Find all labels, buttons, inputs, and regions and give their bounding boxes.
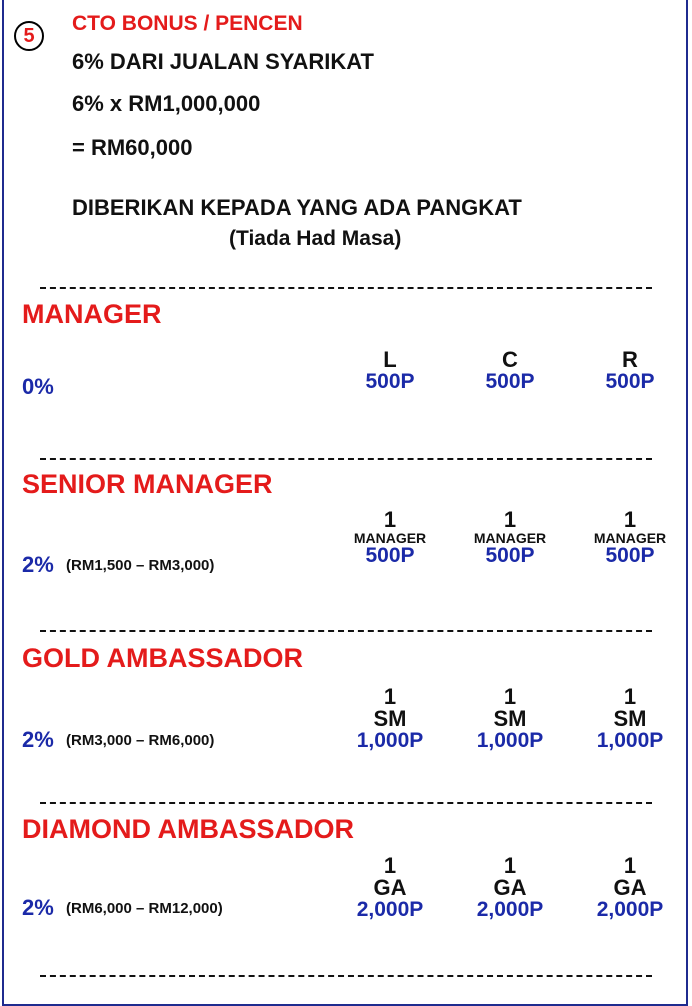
header-line-5: (Tiada Had Masa) (229, 227, 402, 250)
leg-column (570, 509, 690, 567)
leg-points: 2,000P (356, 898, 424, 921)
leg-label: C (502, 347, 518, 372)
leg-label: R (622, 347, 638, 372)
divider (40, 975, 652, 977)
header-line-2: 6% x RM1,000,000 (72, 91, 261, 116)
rank-title: MANAGER (22, 299, 162, 329)
divider (40, 802, 652, 804)
header-line-4: DIBERIKAN KEPADA YANG ADA PANGKAT (72, 195, 522, 220)
leg-points: 500P (365, 544, 415, 567)
rank-title: DIAMOND AMBASSADOR (22, 814, 354, 844)
rank-percent: 2% (22, 552, 54, 577)
rank-percent: 2% (22, 895, 54, 920)
rank-percent: 0% (22, 374, 54, 399)
leg-points: 500P (485, 370, 535, 393)
divider (40, 630, 652, 632)
leg-points: 500P (605, 544, 655, 567)
leg-column (570, 855, 690, 921)
leg-count: 1 (503, 684, 517, 709)
leg-count: 1 (383, 684, 397, 709)
leg-count: 1 (623, 684, 637, 709)
divider (40, 458, 652, 460)
leg-column (330, 686, 450, 752)
leg-column (330, 349, 450, 393)
leg-count: 1 (623, 507, 637, 532)
leg-column (450, 686, 570, 752)
divider (40, 287, 652, 289)
rank-range: (RM1,500 – RM3,000) (66, 557, 215, 574)
leg-label: SM (493, 706, 527, 731)
rank-range: (RM3,000 – RM6,000) (66, 732, 215, 749)
leg-points: 1,000P (356, 729, 424, 752)
leg-count: 1 (383, 853, 397, 878)
leg-points: 500P (365, 370, 415, 393)
leg-count: 1 (503, 507, 517, 532)
rank-range: (RM6,000 – RM12,000) (66, 900, 223, 917)
leg-points: 2,000P (476, 898, 544, 921)
leg-column (450, 855, 570, 921)
leg-label: SM (613, 706, 647, 731)
leg-column (570, 686, 690, 752)
rank-title: GOLD AMBASSADOR (22, 643, 303, 673)
leg-count: 1 (623, 853, 637, 878)
leg-label: SM (373, 706, 407, 731)
section-title: CTO BONUS / PENCEN (72, 12, 303, 35)
leg-label: GA (493, 875, 527, 900)
rank-title: SENIOR MANAGER (22, 469, 273, 499)
leg-column (450, 509, 570, 567)
header-line-1: 6% DARI JUALAN SYARIKAT (72, 49, 374, 74)
leg-label: MANAGER (353, 530, 427, 546)
leg-column (330, 855, 450, 921)
leg-label: L (383, 347, 397, 372)
leg-column (450, 349, 570, 393)
leg-points: 1,000P (476, 729, 544, 752)
leg-points: 500P (605, 370, 655, 393)
leg-column (330, 509, 450, 567)
leg-label: GA (613, 875, 647, 900)
leg-column (570, 349, 690, 393)
rank-percent: 2% (22, 727, 54, 752)
leg-count: 1 (503, 853, 517, 878)
header-line-3: = RM60,000 (72, 135, 193, 160)
leg-label: MANAGER (473, 530, 547, 546)
leg-label: GA (373, 875, 407, 900)
leg-points: 500P (485, 544, 535, 567)
leg-points: 2,000P (596, 898, 664, 921)
leg-count: 1 (383, 507, 397, 532)
leg-label: MANAGER (593, 530, 667, 546)
leg-points: 1,000P (596, 729, 664, 752)
section-number-badge: 5 (14, 21, 44, 51)
